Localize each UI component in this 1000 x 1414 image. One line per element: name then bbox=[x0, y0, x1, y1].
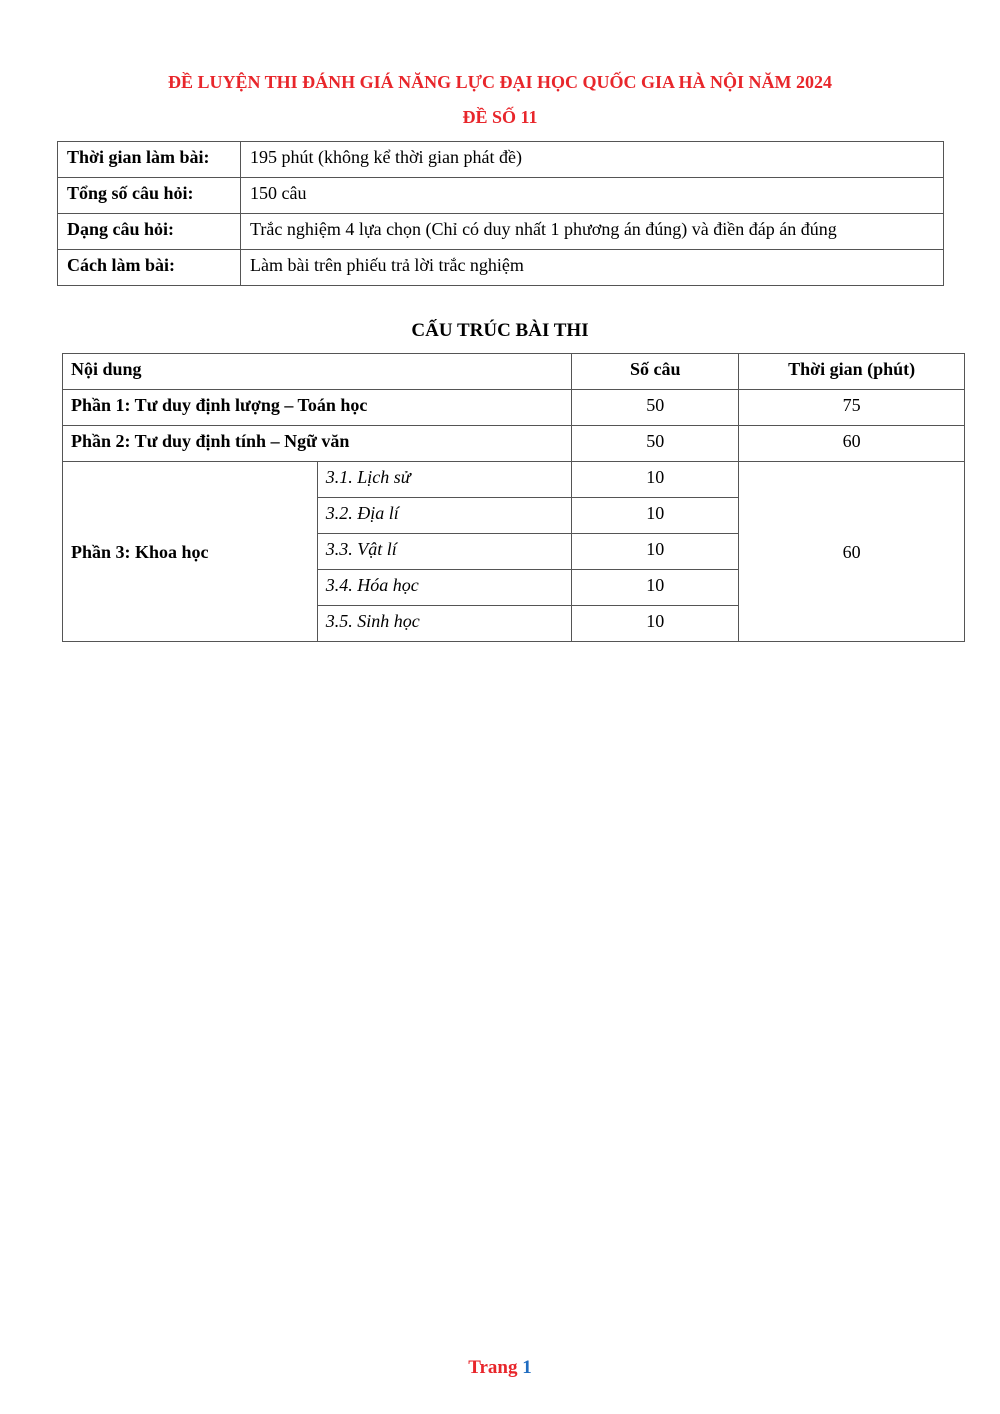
part3-time: 60 bbox=[739, 462, 965, 642]
subject-count: 10 bbox=[572, 570, 739, 606]
structure-title: CẤU TRÚC BÀI THI bbox=[411, 320, 589, 341]
header-count: Số câu bbox=[572, 354, 739, 390]
subject-name: 3.1. Lịch sử bbox=[317, 462, 572, 498]
info-row bbox=[58, 250, 944, 286]
page-footer bbox=[236, 1357, 764, 1379]
page-number: 1 bbox=[522, 1357, 532, 1378]
part2-count: 50 bbox=[572, 426, 739, 462]
info-label: Tổng số câu hỏi: bbox=[58, 178, 241, 214]
subject-name: 3.2. Địa lí bbox=[317, 498, 572, 534]
header-time: Thời gian (phút) bbox=[739, 354, 965, 390]
info-value: 150 câu bbox=[241, 178, 944, 214]
info-row bbox=[58, 142, 944, 178]
part1-name: Phần 1: Tư duy định lượng – Toán học bbox=[63, 390, 572, 426]
exam-info-table bbox=[57, 141, 944, 286]
part2-name: Phần 2: Tư duy định tính – Ngữ văn bbox=[63, 426, 572, 462]
subject-count: 10 bbox=[572, 606, 739, 642]
part1-row bbox=[63, 390, 965, 426]
subject-name: 3.4. Hóa học bbox=[317, 570, 572, 606]
subject-count: 10 bbox=[572, 534, 739, 570]
subject-name: 3.3. Vật lí bbox=[317, 534, 572, 570]
document-title: ĐỀ LUYỆN THI ĐÁNH GIÁ NĂNG LỰC ĐẠI HỌC QUỐC GIA HÀ NỘI NĂM 2024 bbox=[167, 72, 833, 92]
info-row bbox=[58, 214, 944, 250]
header-content: Nội dung bbox=[63, 354, 572, 390]
part3-subject-row bbox=[63, 462, 965, 498]
info-value: Trắc nghiệm 4 lựa chọn (Chỉ có duy nhất 1 phương án đúng) và điền đáp án đúng bbox=[241, 214, 944, 250]
subject-count: 10 bbox=[572, 498, 739, 534]
part1-count: 50 bbox=[572, 390, 739, 426]
info-row bbox=[58, 178, 944, 214]
part1-time: 75 bbox=[739, 390, 965, 426]
subject-count: 10 bbox=[572, 462, 739, 498]
part2-time: 60 bbox=[739, 426, 965, 462]
subject-name: 3.5. Sinh học bbox=[317, 606, 572, 642]
info-label: Dạng câu hỏi: bbox=[58, 214, 241, 250]
info-label: Cách làm bài: bbox=[58, 250, 241, 286]
exam-number: ĐỀ SỐ 11 bbox=[462, 107, 538, 127]
part2-row bbox=[63, 426, 965, 462]
exam-structure-table bbox=[62, 353, 965, 642]
info-value: 195 phút (không kể thời gian phát đề) bbox=[241, 142, 944, 178]
info-value: Làm bài trên phiếu trả lời trắc nghiệm bbox=[241, 250, 944, 286]
page-label: Trang bbox=[468, 1357, 518, 1378]
part3-name: Phần 3: Khoa học bbox=[63, 462, 318, 642]
info-label: Thời gian làm bài: bbox=[58, 142, 241, 178]
structure-header-row bbox=[63, 354, 965, 390]
